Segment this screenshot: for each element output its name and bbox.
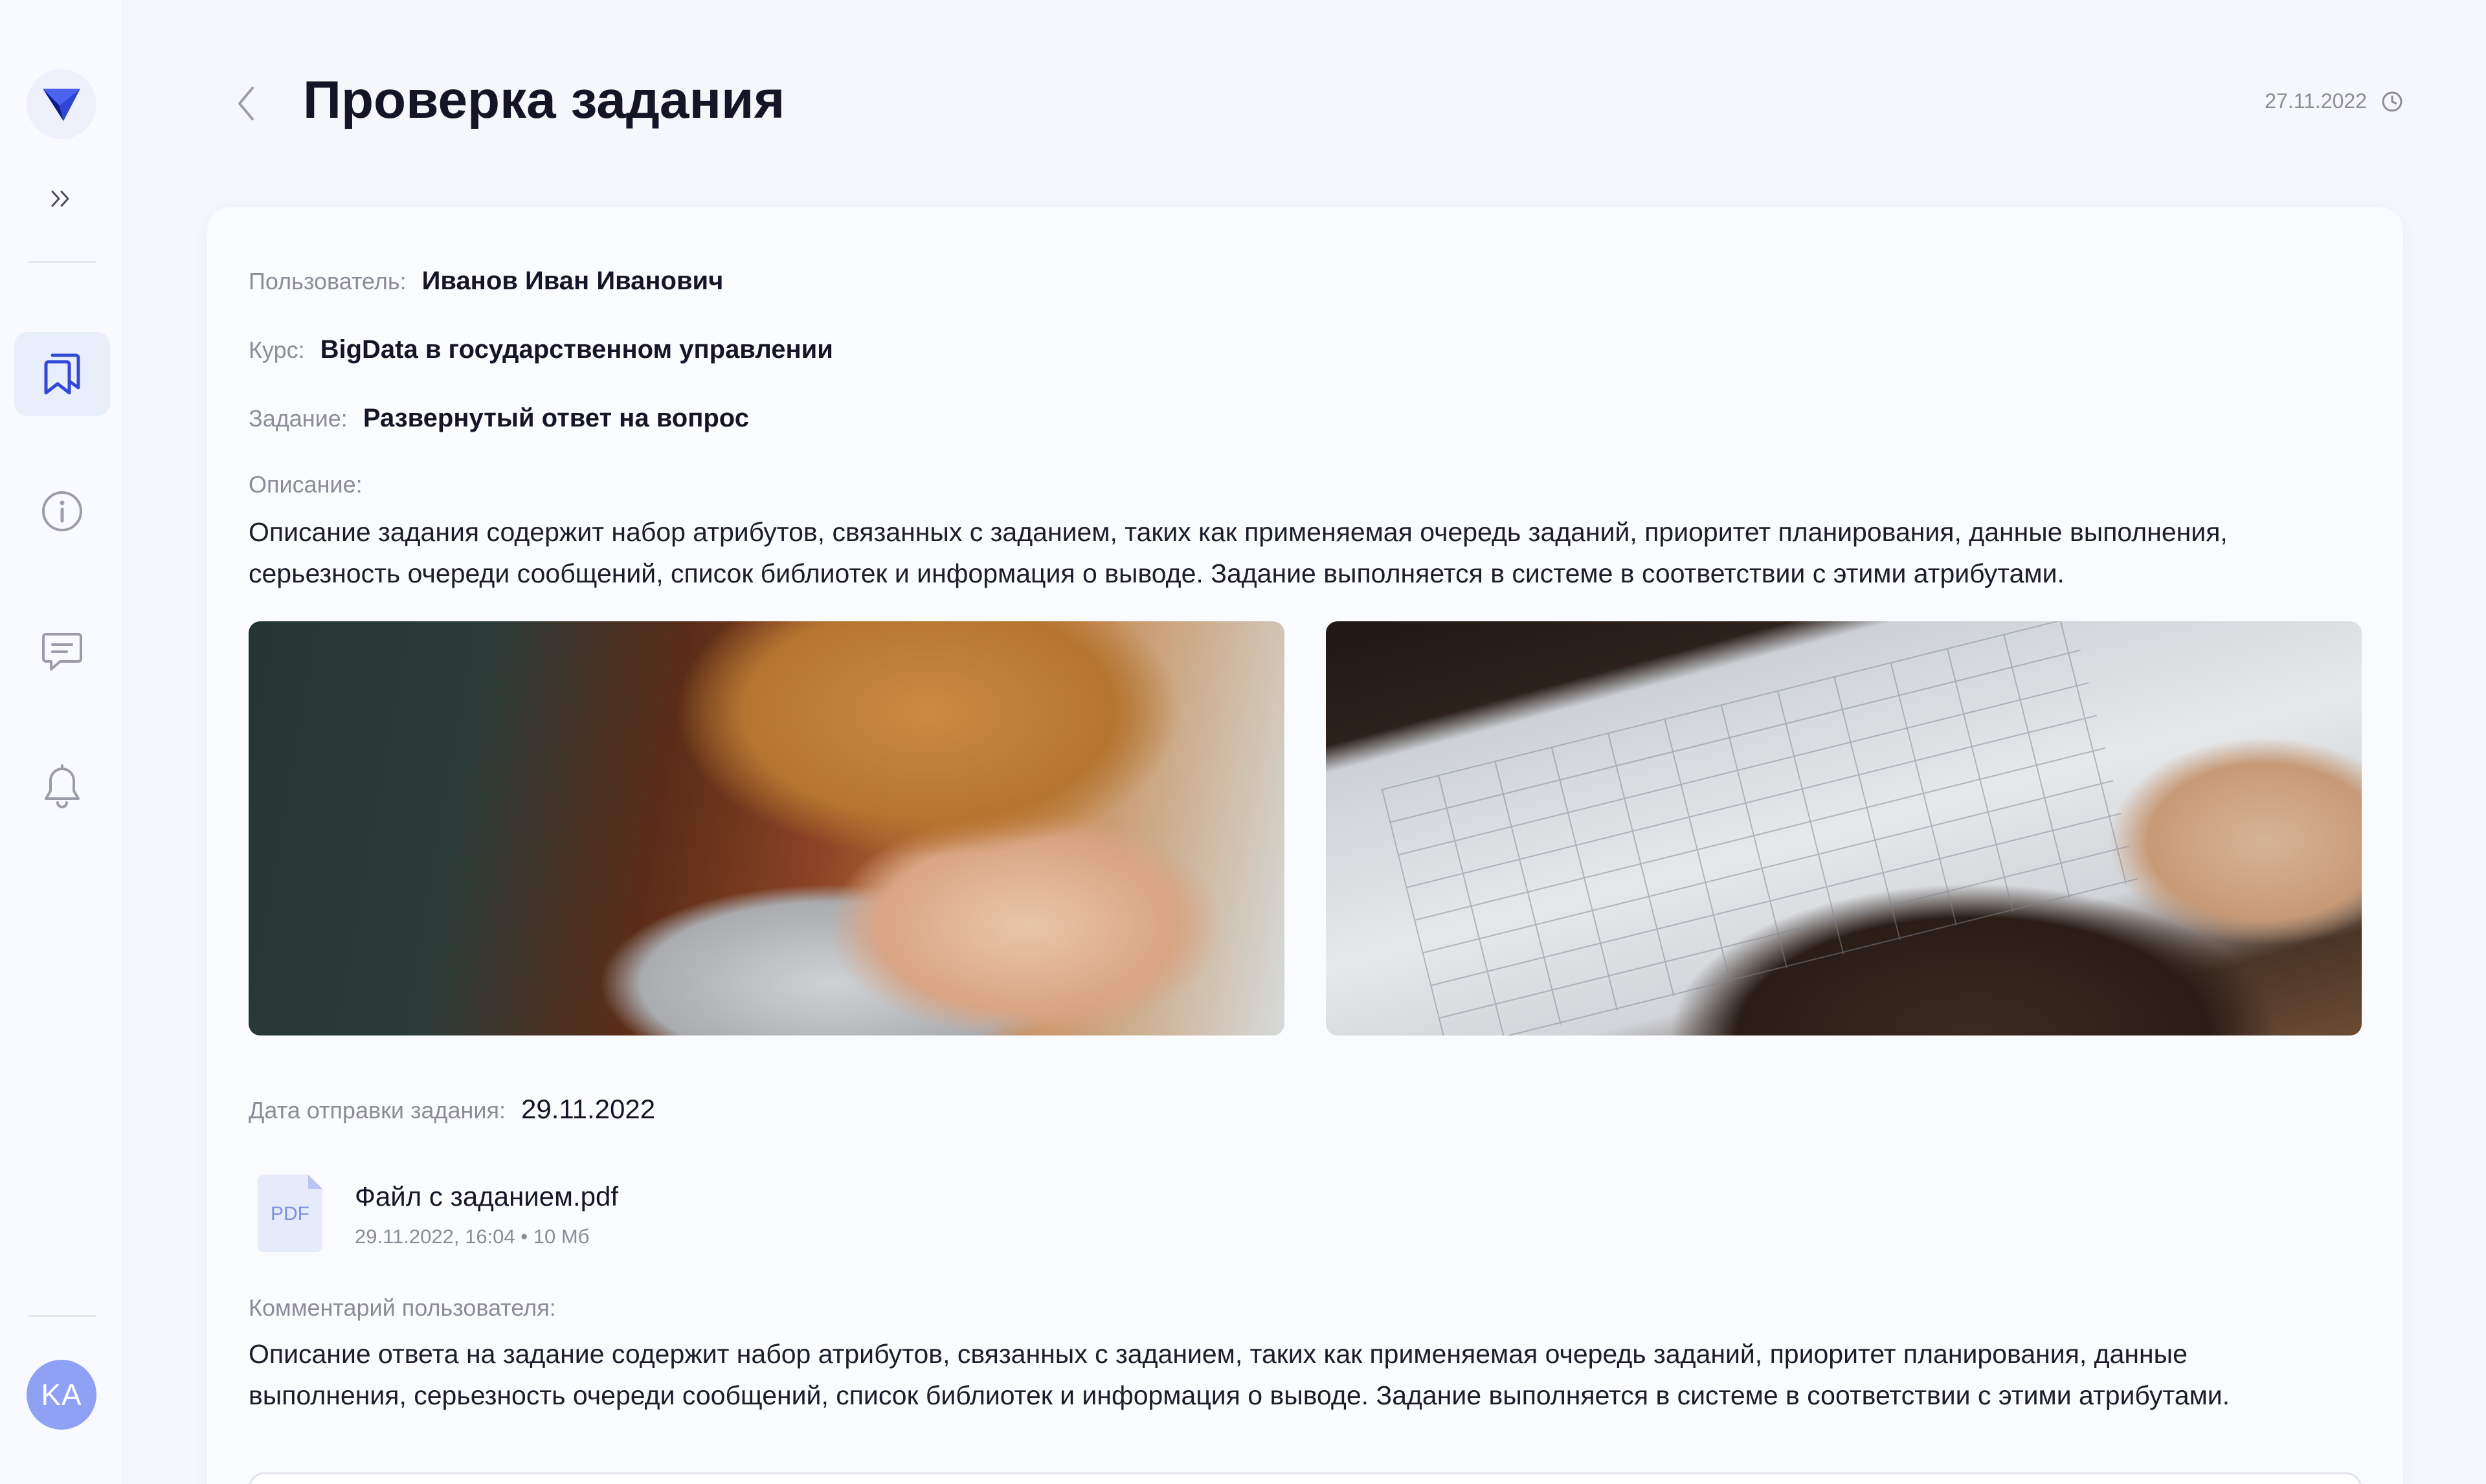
sidebar-item-tasks[interactable]: [14, 332, 110, 416]
back-button[interactable]: [228, 83, 264, 124]
bookmarks-icon: [41, 351, 84, 397]
comment-label: Комментарий пользователя:: [249, 1294, 556, 1321]
chevrons-right-icon: [50, 189, 73, 208]
description-label-row: [249, 471, 378, 498]
task-description: [249, 511, 2366, 594]
page-title: Проверка задания: [303, 71, 785, 129]
submit-date-label: Дата отправки задания:: [249, 1097, 506, 1124]
sidebar-item-notifications[interactable]: [14, 746, 110, 830]
task-description-line-2: серьезность очереди сообщений, список библиотек и информация о выводе. Задание выполняется в системе в соответствии с этими атрибутами.: [249, 559, 2065, 588]
header-date-text: 27.11.2022: [2265, 89, 2367, 113]
user-comment: [249, 1333, 2366, 1416]
sidebar-divider-bottom: [28, 1315, 96, 1317]
course-value: BigData в государственном управлении: [320, 335, 833, 364]
logo-icon: [41, 86, 82, 122]
user-row: [249, 267, 723, 296]
sidebar-divider-top: [28, 261, 96, 263]
app-logo[interactable]: [27, 69, 96, 139]
review-input[interactable]: [249, 1472, 2362, 1484]
task-value: Развернутый ответ на вопрос: [363, 404, 749, 432]
user-avatar[interactable]: KA: [27, 1360, 96, 1430]
user-value: Иванов Иван Иванович: [421, 267, 724, 295]
sidebar: [0, 0, 123, 1484]
user-comment-line-1: Описание ответа на задание содержит набор атрибутов, связанных с заданием, таких как применяемая очередь заданий, приоритет планирования, данные: [249, 1339, 2188, 1369]
pdf-file-icon: [258, 1175, 322, 1252]
task-row: [249, 404, 749, 433]
worksheet-grid: [1382, 621, 2138, 1035]
chat-icon: [39, 628, 85, 673]
comment-label-row: [249, 1294, 572, 1322]
info-icon: [39, 489, 85, 534]
file-name[interactable]: Файл с заданием.pdf: [355, 1181, 619, 1212]
sidebar-item-info[interactable]: [14, 469, 110, 553]
bell-icon: [39, 764, 85, 812]
sidebar-item-messages[interactable]: [14, 608, 110, 692]
task-description-line-1: Описание задания содержит набор атрибутов, связанных с заданием, таких как применяемая очередь заданий, приоритет планирования, данные выполнения,: [249, 517, 2228, 547]
task-review-card: [207, 207, 2403, 1484]
description-label: Описание:: [249, 471, 363, 498]
course-row: [249, 335, 833, 364]
user-comment-line-2: выполнения, серьезность очереди сообщений, список библиотек и информация о выводе. Задание выполняется в системе в соответствии с этими атрибутами.: [249, 1380, 2230, 1410]
submit-date-row: [249, 1094, 655, 1125]
submit-date-value: 29.11.2022: [521, 1094, 656, 1124]
chevron-left-icon: [234, 84, 258, 123]
task-image-laptop[interactable]: [249, 621, 1284, 1035]
clock-icon: [2381, 91, 2403, 113]
expand-sidebar-button[interactable]: [45, 183, 78, 215]
header-date: [2265, 89, 2403, 113]
attached-file[interactable]: [258, 1175, 618, 1252]
file-meta: 29.11.2022, 16:04 • 10 Мб: [355, 1225, 590, 1248]
file-ext-label: PDF: [271, 1203, 309, 1224]
task-image-worksheet[interactable]: [1326, 621, 2362, 1035]
course-label: Курс:: [249, 337, 305, 363]
user-label: Пользователь:: [249, 268, 407, 294]
task-label: Задание:: [249, 405, 348, 432]
